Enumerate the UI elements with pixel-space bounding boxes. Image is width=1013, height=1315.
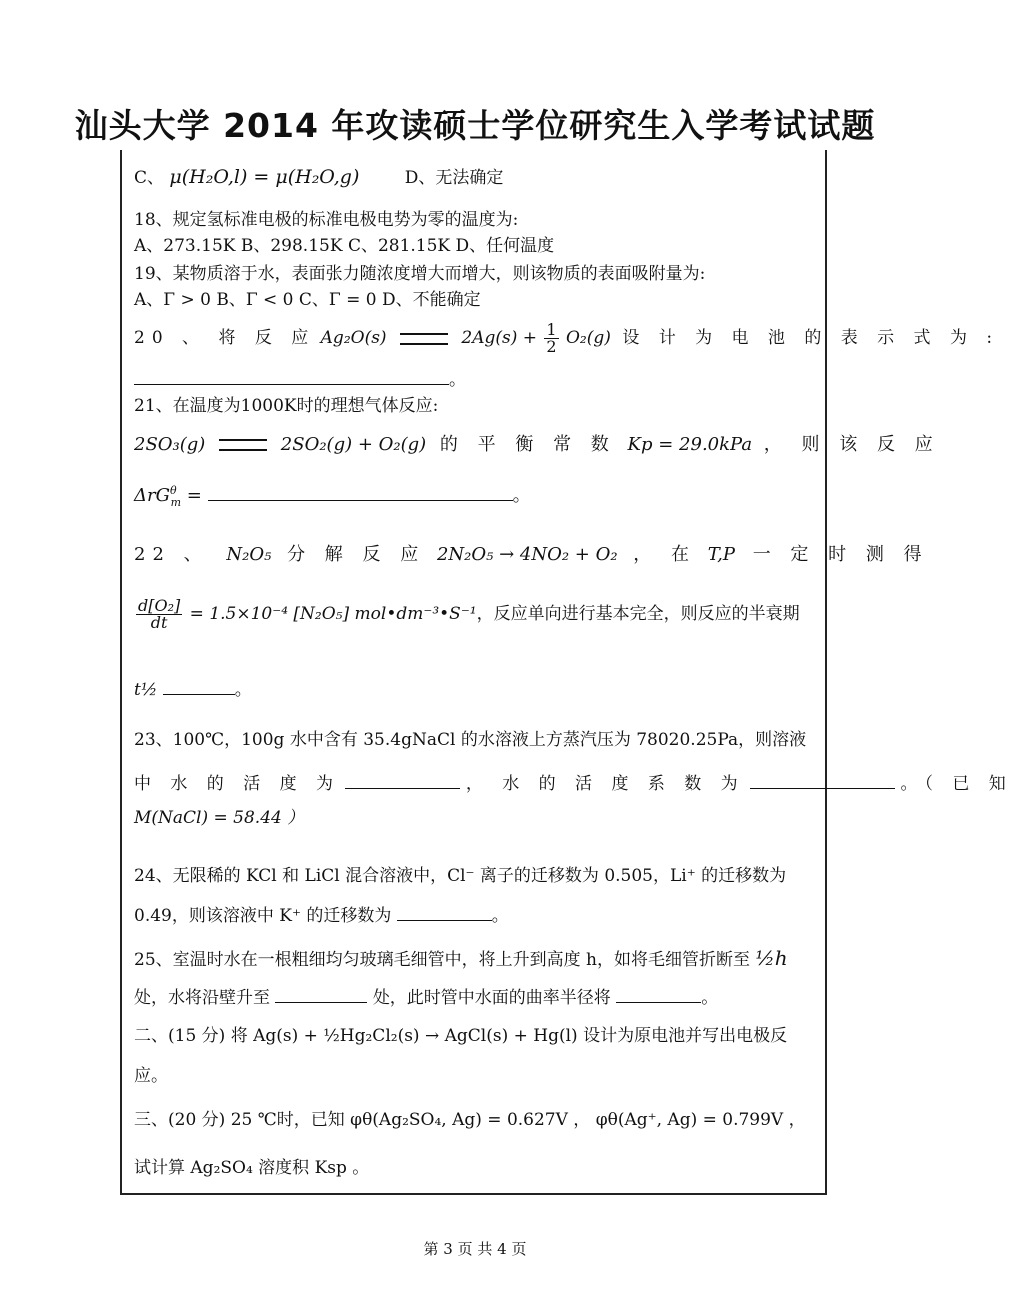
- part2-line1: 二、(15 分) 将 Ag(s) + ½Hg₂Cl₂(s) → AgCl(s) + Hg(l) 设计为原电池并写出电极反: [134, 1026, 788, 1046]
- q22-prefix: 22 、: [134, 544, 209, 565]
- q20-reactant: Ag₂O(s): [320, 328, 387, 348]
- q17-optC-formula: μ(H₂O,l) = μ(H₂O,g): [169, 166, 360, 188]
- q22-rate-expr: = 1.5×10⁻⁴ [N₂O₅] mol•dm⁻³•S⁻¹: [189, 604, 477, 624]
- q21-blank: [208, 484, 513, 501]
- q20-suffix: 设 计 为 电 池 的 表 示 式 为 :: [622, 328, 1000, 348]
- q23-line2a: 中 水 的 活 度 为: [134, 774, 341, 794]
- q22-cond: ， 在: [633, 544, 697, 565]
- q23-blank-1: [345, 772, 460, 789]
- q22-line2: [134, 598, 800, 631]
- q19-options: A、Γ > 0 B、Γ < 0 C、Γ = 0 D、不能确定: [134, 290, 481, 310]
- q22-half: t½: [134, 680, 158, 700]
- q25-line2a: 处，水将沿壁升至: [134, 988, 270, 1008]
- q22-rate-text: ，反应单向进行基本完全，则反应的半衰期: [476, 604, 800, 624]
- q17-options: [134, 166, 503, 189]
- q20-product-a: 2Ag(s) +: [461, 328, 537, 348]
- q18-options: A、273.15K B、298.15K C、281.15K D、任何温度: [134, 236, 555, 256]
- q20-line1: [134, 322, 999, 355]
- q22-rate-fraction: $\frac{\text{d[O₂]}}{dt}$: [138, 596, 181, 632]
- q23-blank-2: [750, 772, 895, 789]
- q21-dg: ΔrG: [134, 485, 170, 506]
- q24-line1: 24、无限稀的 KCl 和 LiCl 混合溶液中，Cl⁻ 离子的迁移数为 0.505，Li⁺ 的迁移数为: [134, 866, 787, 886]
- q21-reactant: 2SO₃(g): [134, 434, 206, 455]
- q22-tail: 一 定 时 测 得: [752, 544, 929, 565]
- q22-reaction: 2N₂O₅ → 4NO₂ + O₂: [436, 544, 618, 565]
- q25-line2b: 处，此时管中水面的曲率半径将: [372, 988, 611, 1008]
- q22-blank: [163, 678, 235, 695]
- q24-blank: [397, 904, 492, 921]
- q19-stem: 19、某物质溶于水，表面张力随浓度增大而增大，则该物质的表面吸附量为:: [134, 264, 706, 284]
- q20-prefix: 20 、 将 反 应: [134, 328, 316, 348]
- exam-title: 汕头大学 2014 年攻读硕士学位研究生入学考试试题: [74, 106, 876, 145]
- q23-line2c: 。（ 已 知: [900, 774, 1013, 794]
- q21-line3: ΔrG$^\theta_m$ = 。: [134, 484, 531, 509]
- q25-half-h: ½h: [755, 946, 788, 970]
- q22-line3: t½ 。: [134, 680, 252, 700]
- part3-line1: 三、(20 分) 25 ℃时，已知 φθ(Ag₂SO₄, Ag) = 0.627V ， φθ(Ag⁺, Ag) = 0.799V ，: [134, 1110, 806, 1130]
- q24-line2: 0.49，则该溶液中 K⁺ 的迁移数为 。: [134, 906, 509, 926]
- q23-line2: [134, 772, 1013, 794]
- q20-answer-line: [134, 368, 466, 390]
- q22-mid: 分 解 反 应: [287, 544, 426, 565]
- q21-mid: 的 平 衡 常 数: [439, 434, 616, 455]
- q22-tp: T,P: [707, 544, 735, 565]
- q17-optD: D、无法确定: [404, 168, 504, 188]
- q22-species: N₂O₅: [226, 544, 272, 565]
- page-number: 第 3 页 共 4 页: [423, 1240, 527, 1258]
- q25-blank-1: [275, 986, 367, 1003]
- q22-line1: [134, 544, 929, 566]
- q23-line1: 23、100℃，100g 水中含有 35.4gNaCl 的水溶液上方蒸汽压为 78020.25Pa，则溶液: [134, 730, 807, 750]
- q20-product-b: O₂(g): [566, 328, 611, 348]
- q17-optC-label: C、: [134, 168, 165, 188]
- q21-kp: Kp = 29.0kPa: [627, 434, 753, 455]
- q24-line2a: 0.49，则该溶液中 K⁺ 的迁移数为: [134, 906, 392, 926]
- q20-blank: [134, 368, 449, 385]
- q21-stem: 21、在温度为1000K时的理想气体反应:: [134, 396, 439, 416]
- q25-line1: [134, 946, 788, 970]
- q23-line2b: ， 水 的 活 度 系 数 为: [465, 774, 745, 794]
- q20-end: 。: [449, 370, 466, 390]
- equilibrium-arrow-icon: [400, 333, 448, 345]
- q23-line3: M(NaCl) = 58.44 ）: [134, 808, 305, 828]
- q18-stem: 18、规定氢标准电极的标准电极电势为零的温度为:: [134, 210, 519, 230]
- q25-line1a: 25、室温时水在一根粗细均匀玻璃毛细管中，将上升到高度 h，如将毛细管折断至: [134, 950, 750, 970]
- part3-line2: 试计算 Ag₂SO₄ 溶度积 Ksp 。: [134, 1158, 370, 1178]
- q20-fraction: $\frac{1}{2}$: [546, 320, 557, 356]
- q25-line2: 处，水将沿壁升至 处，此时管中水面的曲率半径将 。: [134, 988, 719, 1008]
- q21-tail: ， 则 该 反 应: [763, 434, 940, 455]
- q21-products: 2SO₂(g) + O₂(g): [280, 434, 427, 455]
- q25-blank-2: [616, 986, 701, 1003]
- part2-line2: 应。: [134, 1066, 168, 1086]
- equilibrium-arrow-icon: [219, 439, 267, 451]
- q21-line2: [134, 434, 940, 456]
